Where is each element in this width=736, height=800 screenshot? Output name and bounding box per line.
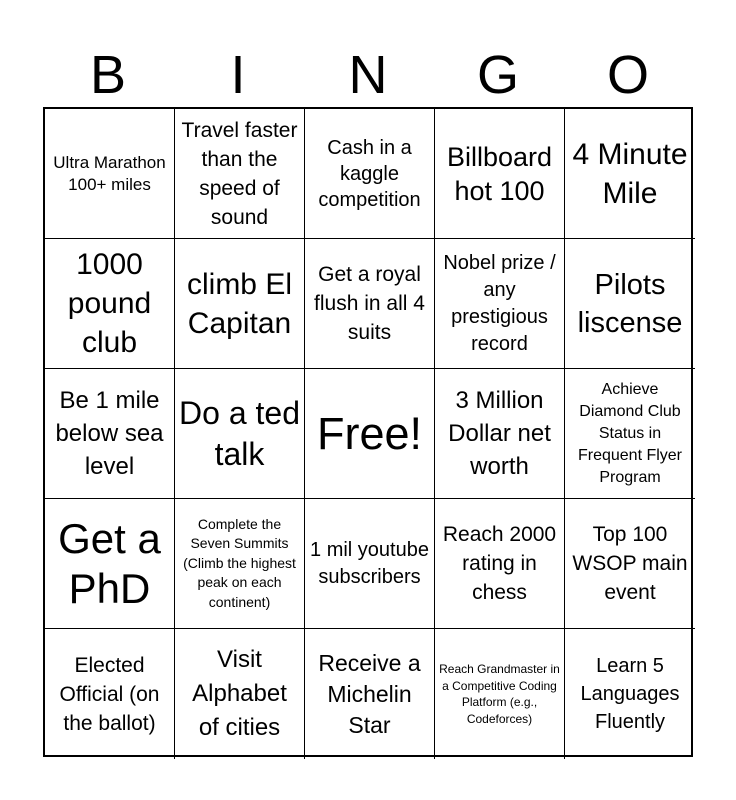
cell-text: 1 mil youtube subscribers xyxy=(310,538,429,588)
cell-text: climb El Capitan xyxy=(186,267,292,340)
bingo-cell[interactable] xyxy=(565,109,695,239)
bingo-cell[interactable] xyxy=(305,629,435,759)
header-letter-o: O xyxy=(606,45,649,105)
cell-text: Visit Alphabet of cities xyxy=(192,646,287,741)
cell-text: Get a royal flush in all 4 suits xyxy=(314,263,425,344)
bingo-cell[interactable] xyxy=(435,109,565,239)
bingo-header xyxy=(43,42,693,108)
header-letter-i: I xyxy=(230,45,246,105)
cell-text: Top 100 WSOP main event xyxy=(572,523,688,604)
cell-text: Receive a Michelin Star xyxy=(318,649,421,738)
bingo-cell[interactable] xyxy=(435,239,565,369)
cell-text: Travel faster than the speed of sound xyxy=(181,118,298,229)
header-letter-n: N xyxy=(348,45,388,105)
bingo-cell[interactable] xyxy=(175,499,305,629)
cell-text: Elected Official (on the ballot) xyxy=(59,653,160,735)
cell-text: 1000 pound club xyxy=(67,248,152,359)
cell-text: Nobel prize / any prestigious record xyxy=(443,251,556,355)
cell-text: 3 Million Dollar net worth xyxy=(448,387,551,480)
cell-text: 4 Minute Mile xyxy=(572,137,688,210)
bingo-cell[interactable] xyxy=(565,239,695,369)
bingo-cell[interactable] xyxy=(435,629,565,759)
bingo-cell[interactable] xyxy=(175,629,305,759)
cell-text: Get a PhD xyxy=(58,514,161,612)
bingo-cell[interactable] xyxy=(565,369,695,499)
bingo-board xyxy=(43,107,693,757)
cell-text: Ultra Marathon 100+ miles xyxy=(53,152,166,194)
cell-text: Reach Grandmaster in a Competitive Coding Platform (e.g., Codeforces) xyxy=(439,662,560,726)
bingo-cell[interactable] xyxy=(305,499,435,629)
bingo-cell[interactable] xyxy=(175,109,305,239)
bingo-cell[interactable] xyxy=(305,369,435,499)
cell-text: Do a ted talk xyxy=(179,394,300,472)
cell-text: Cash in a kaggle competition xyxy=(318,136,421,211)
header-letter-g: G xyxy=(476,45,519,105)
bingo-cell[interactable] xyxy=(305,109,435,239)
cell-text: Pilots liscense xyxy=(577,268,683,339)
cell-text: Achieve Diamond Club Status in Frequent Flyer Program xyxy=(577,380,683,486)
bingo-cell[interactable] xyxy=(45,369,175,499)
bingo-cell[interactable] xyxy=(45,239,175,369)
bingo-cell[interactable] xyxy=(435,369,565,499)
bingo-cell[interactable] xyxy=(435,499,565,629)
bingo-cell[interactable] xyxy=(565,499,695,629)
bingo-cell[interactable] xyxy=(45,499,175,629)
cell-text: Learn 5 Languages Fluently xyxy=(580,655,680,733)
cell-text: Complete the Seven Summits (Climb the highest peak on each continent) xyxy=(183,515,296,610)
cell-text: Be 1 mile below sea level xyxy=(55,387,164,480)
cell-text: Billboard hot 100 xyxy=(446,141,553,206)
cell-text: Free! xyxy=(316,407,423,459)
header-letter-b: B xyxy=(89,45,127,105)
bingo-cell[interactable] xyxy=(565,629,695,759)
bingo-cell[interactable] xyxy=(305,239,435,369)
bingo-cell[interactable] xyxy=(175,239,305,369)
bingo-cell[interactable] xyxy=(45,109,175,239)
bingo-cell[interactable] xyxy=(45,629,175,759)
cell-text: Reach 2000 rating in chess xyxy=(442,523,557,604)
bingo-cell[interactable] xyxy=(175,369,305,499)
